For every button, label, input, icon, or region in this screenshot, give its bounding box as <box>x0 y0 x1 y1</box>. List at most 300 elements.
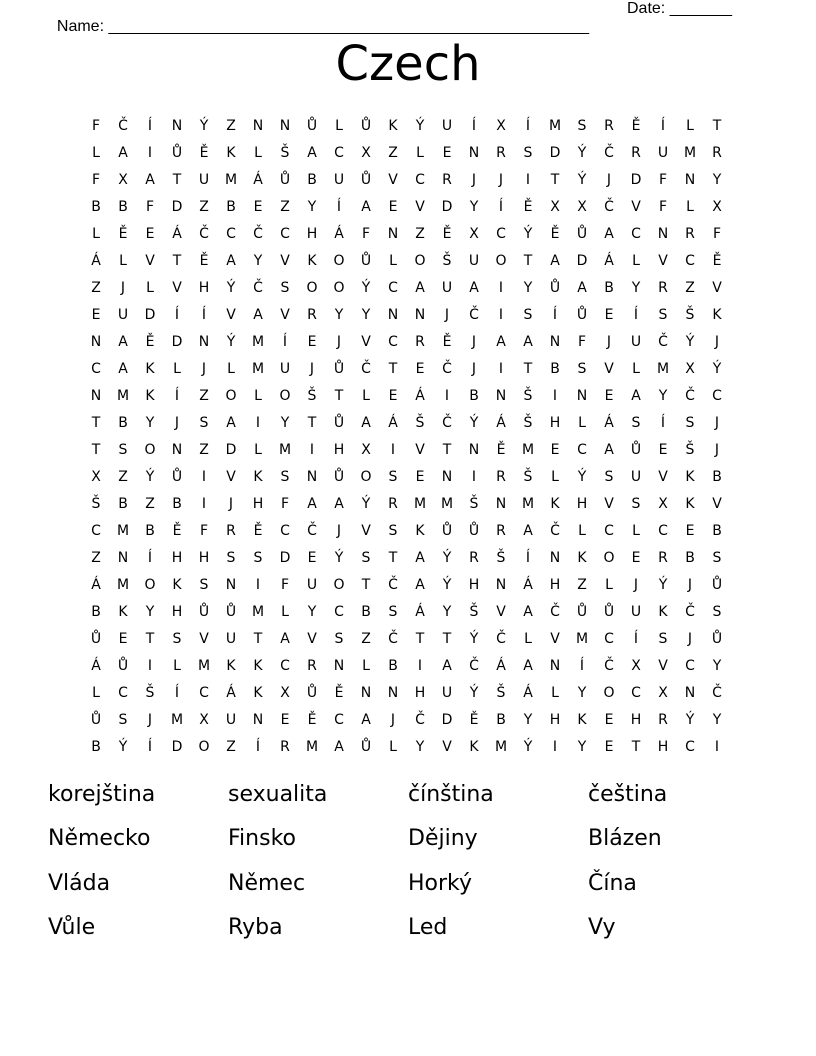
grid-cell: N <box>549 333 561 350</box>
grid-cell: Ý <box>712 360 722 377</box>
grid-cell: R <box>307 306 317 323</box>
grid-cell: M <box>494 738 508 755</box>
grid-cell: Ů <box>333 414 345 431</box>
grid-cell: Z <box>685 279 695 296</box>
grid-cell: Y <box>712 657 722 674</box>
grid-cell: I <box>444 387 450 404</box>
grid-cell: L <box>686 117 694 134</box>
grid-cell: C <box>91 360 101 377</box>
grid-cell: Z <box>388 144 398 161</box>
grid-cell: Ů <box>576 306 588 323</box>
grid-cell: F <box>658 171 668 188</box>
grid-cell: Č <box>658 333 668 350</box>
grid-cell: L <box>632 360 640 377</box>
grid-cell: U <box>657 144 669 161</box>
grid-cell: Ý <box>361 495 371 512</box>
grid-cell: I <box>309 441 315 458</box>
grid-cell: E <box>307 549 317 566</box>
grid-cell: S <box>334 630 344 647</box>
grid-cell: N <box>387 684 399 701</box>
grid-cell: Í <box>336 198 342 215</box>
grid-cell: U <box>441 279 453 296</box>
grid-cell: D <box>144 306 156 323</box>
grid-cell: Č <box>685 603 695 620</box>
grid-cell: B <box>469 387 479 404</box>
grid-cell: U <box>198 171 210 188</box>
grid-cell: Ě <box>712 252 722 269</box>
grid-cell: Í <box>471 117 477 134</box>
grid-cell: E <box>604 387 614 404</box>
grid-cell: Ý <box>226 279 236 296</box>
grid-cell: L <box>605 576 613 593</box>
grid-cell: X <box>712 198 722 215</box>
grid-cell: A <box>361 198 371 215</box>
grid-cell: Y <box>145 603 155 620</box>
grid-cell: M <box>251 603 265 620</box>
grid-cell: C <box>334 711 344 728</box>
grid-cell: S <box>523 306 533 323</box>
grid-cell: V <box>199 630 209 647</box>
grid-cell: L <box>362 387 370 404</box>
grid-cell: S <box>712 603 722 620</box>
word-list-item: korejština <box>48 782 156 807</box>
grid-cell: K <box>253 468 263 485</box>
grid-cell: T <box>253 630 263 647</box>
grid-cell: T <box>442 630 452 647</box>
grid-cell: S <box>685 414 695 431</box>
grid-cell: Č <box>604 144 614 161</box>
grid-cell: J <box>714 333 720 350</box>
grid-cell: K <box>118 603 128 620</box>
grid-cell: Ů <box>117 657 129 674</box>
grid-cell: Á <box>91 576 101 593</box>
grid-cell: Ě <box>334 684 344 701</box>
grid-cell: Í <box>255 738 261 755</box>
grid-cell: S <box>388 468 398 485</box>
grid-cell: F <box>658 198 668 215</box>
grid-cell: C <box>118 684 128 701</box>
grid-cell: Č <box>253 279 263 296</box>
grid-cell: L <box>362 657 370 674</box>
grid-cell: N <box>549 657 561 674</box>
grid-cell: B <box>226 198 236 215</box>
grid-cell: N <box>576 387 588 404</box>
grid-cell: V <box>388 171 398 188</box>
grid-cell: M <box>116 522 130 539</box>
grid-cell: D <box>171 198 183 215</box>
grid-cell: K <box>685 468 695 485</box>
grid-cell: O <box>603 684 615 701</box>
grid-cell: A <box>307 144 317 161</box>
grid-cell: Y <box>442 603 452 620</box>
grid-cell: I <box>147 144 153 161</box>
grid-cell: I <box>714 738 720 755</box>
grid-cell: N <box>414 306 426 323</box>
grid-cell: Y <box>523 279 533 296</box>
grid-cell: I <box>201 468 207 485</box>
grid-cell: K <box>253 657 263 674</box>
grid-cell: Z <box>199 198 209 215</box>
grid-cell: Y <box>334 306 344 323</box>
grid-cell: A <box>523 603 533 620</box>
grid-cell: O <box>333 252 345 269</box>
grid-cell: L <box>632 522 640 539</box>
grid-cell: S <box>577 360 587 377</box>
grid-cell: Í <box>633 630 639 647</box>
grid-cell: E <box>145 225 155 242</box>
grid-cell: I <box>552 387 558 404</box>
grid-cell: J <box>174 414 180 431</box>
grid-cell: Á <box>496 657 506 674</box>
grid-cell: K <box>172 576 182 593</box>
grid-cell: I <box>498 306 504 323</box>
grid-cell: D <box>576 252 588 269</box>
grid-cell: T <box>523 252 533 269</box>
grid-cell: Á <box>415 603 425 620</box>
grid-cell: A <box>361 711 371 728</box>
grid-cell: Ů <box>360 171 372 188</box>
grid-cell: X <box>658 495 668 512</box>
grid-cell: Ý <box>577 468 587 485</box>
grid-cell: M <box>521 441 535 458</box>
grid-cell: K <box>226 657 236 674</box>
grid-cell: O <box>603 549 615 566</box>
word-list-item: Finsko <box>228 826 296 852</box>
grid-cell: Č <box>550 522 560 539</box>
grid-cell: J <box>390 711 396 728</box>
grid-cell: J <box>606 171 612 188</box>
grid-cell: Á <box>523 576 533 593</box>
grid-cell: V <box>604 360 614 377</box>
grid-cell: E <box>631 549 641 566</box>
grid-cell: U <box>441 684 453 701</box>
grid-cell: S <box>226 549 236 566</box>
grid-cell: A <box>604 225 614 242</box>
grid-cell: Á <box>496 414 506 431</box>
grid-cell: Z <box>415 225 425 242</box>
grid-cell: Á <box>388 414 398 431</box>
grid-cell: H <box>468 576 480 593</box>
grid-cell: V <box>712 495 722 512</box>
grid-cell: M <box>656 360 670 377</box>
grid-cell: Ý <box>469 414 479 431</box>
grid-cell: E <box>388 198 398 215</box>
grid-cell: R <box>604 117 614 134</box>
word-list-item: sexualita <box>228 782 328 807</box>
grid-cell: L <box>335 117 343 134</box>
grid-cell: E <box>280 711 290 728</box>
grid-cell: J <box>714 441 720 458</box>
grid-cell: E <box>415 360 425 377</box>
grid-cell: C <box>685 738 695 755</box>
grid-cell: Ů <box>360 738 372 755</box>
grid-cell: Á <box>226 684 236 701</box>
word-list-item: Vy <box>588 914 616 940</box>
grid-cell: J <box>687 576 693 593</box>
grid-cell: X <box>658 684 668 701</box>
grid-cell: Á <box>172 225 182 242</box>
grid-cell: Č <box>253 225 263 242</box>
grid-cell: A <box>577 279 587 296</box>
grid-cell: Á <box>91 657 101 674</box>
grid-cell: M <box>251 333 265 350</box>
grid-cell: U <box>117 306 129 323</box>
grid-cell: H <box>549 711 561 728</box>
grid-cell: Ý <box>118 738 128 755</box>
grid-cell: V <box>307 630 317 647</box>
grid-cell: Ě <box>145 333 155 350</box>
grid-cell: A <box>469 279 479 296</box>
grid-cell: R <box>280 738 290 755</box>
grid-cell: N <box>171 117 183 134</box>
grid-cell: O <box>414 252 426 269</box>
grid-cell: B <box>307 171 317 188</box>
grid-cell: Ů <box>171 468 183 485</box>
grid-cell: Ů <box>360 252 372 269</box>
grid-cell: I <box>498 279 504 296</box>
grid-cell: Č <box>388 576 398 593</box>
grid-cell: V <box>145 252 155 269</box>
word-list-item: čeština <box>588 782 668 807</box>
grid-cell: J <box>471 333 477 350</box>
grid-cell: Z <box>199 441 209 458</box>
grid-cell: Ý <box>685 711 695 728</box>
grid-cell: Y <box>361 306 371 323</box>
grid-cell: J <box>633 576 639 593</box>
grid-cell: E <box>415 468 425 485</box>
grid-cell: A <box>145 171 155 188</box>
grid-cell: L <box>92 684 100 701</box>
grid-cell: Č <box>469 306 479 323</box>
grid-cell: M <box>575 630 589 647</box>
grid-cell: Z <box>118 468 128 485</box>
grid-cell: Š <box>91 495 101 512</box>
header <box>48 0 748 35</box>
grid-cell: Y <box>658 387 668 404</box>
grid-cell: Ě <box>307 711 317 728</box>
grid-cell: Z <box>145 495 155 512</box>
grid-cell: O <box>144 441 156 458</box>
grid-cell: Y <box>469 198 479 215</box>
grid-cell: N <box>549 549 561 566</box>
grid-cell: E <box>118 630 128 647</box>
grid-cell: T <box>91 441 101 458</box>
grid-cell: Ě <box>442 333 452 350</box>
grid-cell: H <box>252 495 264 512</box>
grid-cell: A <box>253 306 263 323</box>
grid-cell: Č <box>712 684 722 701</box>
grid-cell: L <box>146 279 154 296</box>
grid-cell: Y <box>415 738 425 755</box>
grid-cell: Ů <box>90 711 102 728</box>
grid-cell: O <box>333 576 345 593</box>
grid-cell: N <box>684 171 696 188</box>
grid-cell: Í <box>201 306 207 323</box>
grid-cell: Í <box>147 117 153 134</box>
grid-cell: H <box>576 495 588 512</box>
grid-cell: Z <box>91 279 101 296</box>
grid-cell: O <box>495 252 507 269</box>
grid-cell: Š <box>307 387 317 404</box>
grid-cell: E <box>604 306 614 323</box>
name-field: Name: ______________________________________________________ <box>56 18 589 35</box>
grid-cell: O <box>225 387 237 404</box>
grid-cell: O <box>198 738 210 755</box>
grid-cell: R <box>388 495 398 512</box>
grid-cell: J <box>147 711 153 728</box>
grid-cell: Š <box>685 441 695 458</box>
grid-cell: I <box>147 657 153 674</box>
grid-cell: V <box>658 468 668 485</box>
grid-cell: E <box>253 198 263 215</box>
grid-cell: C <box>280 657 290 674</box>
grid-cell: T <box>442 441 452 458</box>
grid-cell: A <box>415 576 425 593</box>
grid-cell: Č <box>496 630 506 647</box>
grid-cell: I <box>255 414 261 431</box>
grid-cell: F <box>577 333 587 350</box>
grid-cell: B <box>496 711 506 728</box>
grid-cell: I <box>525 171 531 188</box>
grid-cell: H <box>198 549 210 566</box>
grid-cell: Ě <box>118 225 128 242</box>
grid-cell: Č <box>388 630 398 647</box>
grid-cell: K <box>388 117 398 134</box>
grid-cell: Y <box>577 738 587 755</box>
grid-cell: Č <box>442 360 452 377</box>
grid-cell: O <box>333 279 345 296</box>
grid-cell: E <box>604 738 614 755</box>
grid-cell: S <box>523 144 533 161</box>
grid-cell: H <box>171 549 183 566</box>
grid-cell: K <box>577 549 587 566</box>
grid-cell: C <box>334 144 344 161</box>
grid-cell: M <box>683 144 697 161</box>
grid-cell: K <box>577 711 587 728</box>
grid-cell: Í <box>147 738 153 755</box>
grid-cell: Ů <box>576 225 588 242</box>
grid-cell: T <box>172 171 182 188</box>
grid-cell: X <box>496 117 506 134</box>
grid-cell: Ý <box>577 144 587 161</box>
grid-cell: C <box>712 387 722 404</box>
grid-cell: C <box>280 225 290 242</box>
grid-cell: C <box>631 684 641 701</box>
grid-cell: S <box>631 495 641 512</box>
grid-cell: V <box>658 252 668 269</box>
grid-cell: J <box>336 333 342 350</box>
grid-cell: T <box>361 576 371 593</box>
grid-cell: Š <box>442 252 452 269</box>
grid-cell: F <box>361 225 371 242</box>
grid-cell: B <box>91 603 101 620</box>
grid-cell: A <box>307 495 317 512</box>
grid-cell: M <box>116 387 130 404</box>
grid-cell: X <box>118 171 128 188</box>
grid-cell: E <box>442 144 452 161</box>
grid-cell: Š <box>496 684 506 701</box>
grid-cell: Ě <box>253 522 263 539</box>
grid-cell: S <box>577 117 587 134</box>
grid-cell: C <box>631 225 641 242</box>
grid-cell: Ů <box>306 684 318 701</box>
grid-cell: B <box>388 657 398 674</box>
grid-cell: C <box>604 630 614 647</box>
word-list-item: Vláda <box>48 870 111 896</box>
grid-cell: X <box>91 468 101 485</box>
grid-cell: Ů <box>198 603 210 620</box>
grid-cell: Ů <box>576 603 588 620</box>
grid-cell: Š <box>685 306 695 323</box>
grid-cell: S <box>388 522 398 539</box>
grid-cell: E <box>658 441 668 458</box>
grid-cell: T <box>307 414 317 431</box>
grid-cell: Í <box>552 306 558 323</box>
grid-cell: L <box>173 360 181 377</box>
grid-cell: Z <box>199 387 209 404</box>
grid-cell: Z <box>226 117 236 134</box>
grid-cell: Z <box>280 198 290 215</box>
grid-cell: Í <box>174 684 180 701</box>
grid-cell: L <box>686 198 694 215</box>
grid-cell: Á <box>253 171 263 188</box>
grid-cell: Ě <box>442 225 452 242</box>
grid-cell: S <box>631 414 641 431</box>
grid-cell: L <box>578 414 586 431</box>
grid-cell: Í <box>525 117 531 134</box>
grid-cell: A <box>334 738 344 755</box>
grid-cell: O <box>306 279 318 296</box>
grid-cell: M <box>251 360 265 377</box>
grid-cell: H <box>549 576 561 593</box>
grid-cell: V <box>172 279 182 296</box>
grid-cell: I <box>201 495 207 512</box>
grid-cell: X <box>685 360 695 377</box>
grid-cell: B <box>172 495 182 512</box>
grid-cell: N <box>252 711 264 728</box>
grid-cell: D <box>441 198 453 215</box>
grid-cell: Í <box>174 306 180 323</box>
grid-cell: J <box>471 171 477 188</box>
grid-cell: N <box>117 549 129 566</box>
grid-cell: H <box>198 279 210 296</box>
grid-cell: I <box>417 657 423 674</box>
grid-cell: D <box>279 549 291 566</box>
grid-cell: B <box>604 279 614 296</box>
grid-cell: Ý <box>469 684 479 701</box>
grid-cell: C <box>415 171 425 188</box>
grid-cell: M <box>116 576 130 593</box>
grid-cell: Ě <box>631 117 641 134</box>
grid-cell: R <box>442 171 452 188</box>
grid-cell: Č <box>550 603 560 620</box>
grid-cell: T <box>712 117 722 134</box>
grid-cell: N <box>441 468 453 485</box>
grid-cell: A <box>334 495 344 512</box>
grid-cell: B <box>118 198 128 215</box>
grid-cell: U <box>306 576 318 593</box>
grid-cell: Z <box>361 630 371 647</box>
grid-cell: Ů <box>279 171 291 188</box>
grid-cell: K <box>307 252 317 269</box>
grid-cell: X <box>361 144 371 161</box>
grid-cell: I <box>552 738 558 755</box>
grid-cell: I <box>390 441 396 458</box>
grid-cell: Š <box>523 468 533 485</box>
grid-cell: M <box>197 657 211 674</box>
grid-cell: J <box>228 495 234 512</box>
grid-cell: H <box>657 738 669 755</box>
